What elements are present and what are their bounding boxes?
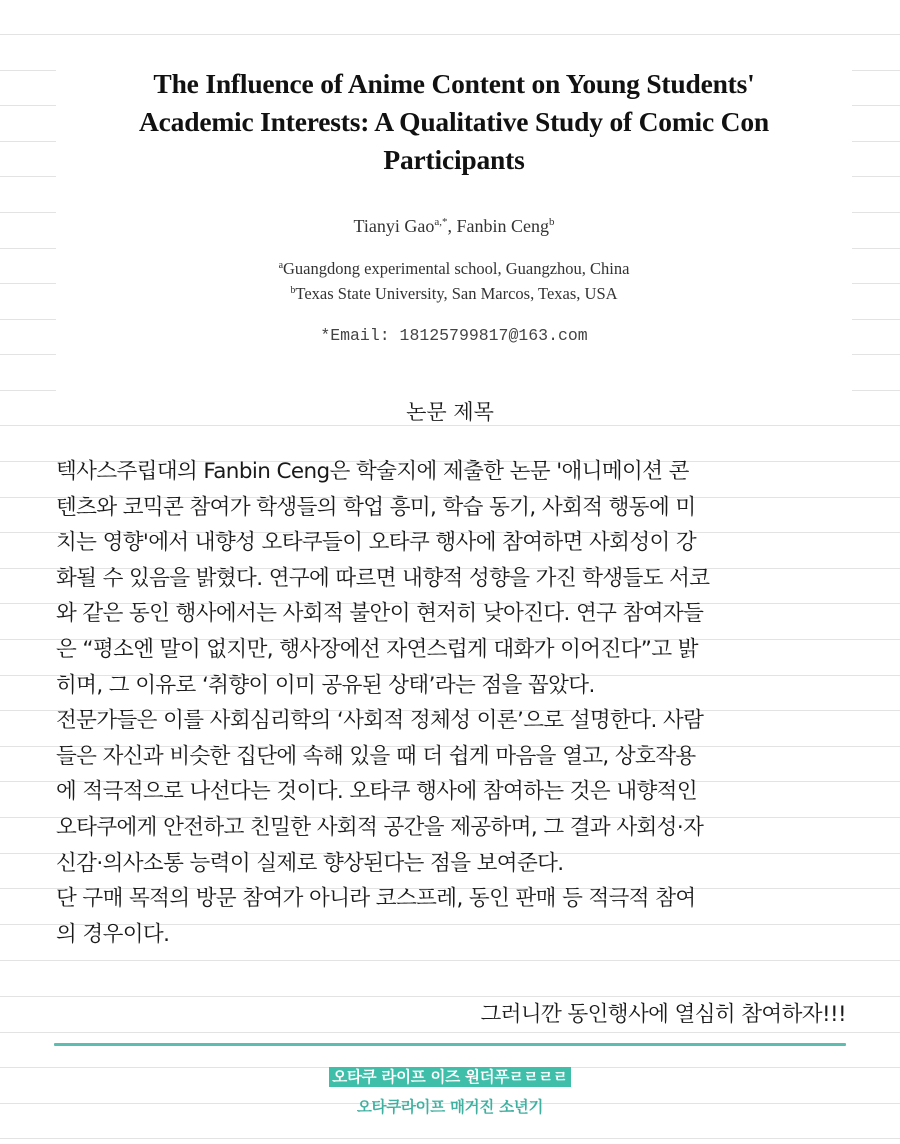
author-separator: , — [447, 216, 457, 236]
article-body — [56, 454, 856, 952]
body-line: 오타쿠에게 안전하고 친밀한 사회적 공간을 제공하며, 그 결과 사회성·자 — [56, 814, 704, 840]
body-line: 신감·의사소통 능력이 실제로 향상된다는 점을 보여준다. — [56, 850, 564, 876]
body-line: 단 구매 목적의 방문 참여가 아니라 코스프레, 동인 판매 등 적극적 참여 — [56, 886, 696, 912]
body-line: 전문가들은 이를 사회심리학의 ‘사회적 정체성 이론’으로 설명한다. 사람 — [56, 708, 704, 734]
affiliation — [56, 255, 852, 280]
body-line: 와 같은 동인 행사에서는 사회적 불안이 현저히 낮아진다. 연구 참여자들 — [56, 601, 704, 627]
paper-title-line: Participants — [383, 144, 525, 175]
paper-title-line: Academic Interests: A Qualitative Study of Comic Con — [139, 106, 769, 137]
paper-title-image — [56, 38, 852, 420]
body-line: 치는 영향'에서 내향성 오타쿠들이 오타쿠 행사에 참여하면 사회성이 강 — [56, 530, 697, 556]
tagline-highlight: 오타쿠 라이프 이즈 원더푸ㄹㄹㄹㄹ — [329, 1067, 570, 1087]
rule-line — [0, 1032, 900, 1033]
body-line: 의 경우이다. — [56, 921, 170, 947]
author-superscript: b — [548, 216, 555, 228]
body-line: 화될 수 있음을 밝혔다. 연구에 따르면 내향적 성향을 가진 학생들도 서코 — [56, 565, 710, 591]
paper-authors — [56, 216, 852, 237]
paper-email: *Email: 18125799817@163.com — [320, 326, 588, 345]
affiliation-text: Texas State University, San Marcos, Texas, USA — [295, 284, 618, 303]
author-name: Fanbin Ceng — [456, 216, 549, 236]
magazine-name: 오타쿠라이프 매거진 소년기 — [356, 1098, 544, 1116]
body-line: 은 “평소엔 말이 없지만, 행사장에선 자연스럽게 대화가 이어진다”고 밝 — [56, 636, 698, 662]
body-line: 들은 자신과 비슷한 집단에 속해 있을 때 더 쉽게 마음을 열고, 상호작용 — [56, 743, 696, 769]
affiliation — [56, 280, 852, 305]
paper-title — [56, 65, 852, 179]
image-caption: 논문 제목 — [406, 400, 494, 424]
closing-remark: 그러니깐 동인행사에 열심히 참여하자!!! — [480, 1002, 846, 1027]
body-line: 히며, 그 이유로 ‘취향이 이미 공유된 상태’라는 점을 꼽았다. — [56, 672, 595, 698]
rule-line — [0, 1138, 900, 1139]
author-superscript: a,* — [434, 216, 448, 228]
body-line: 에 적극적으로 나선다는 것이다. 오타쿠 행사에 참여하는 것은 내향적인 — [56, 779, 698, 805]
rule-line — [0, 960, 900, 961]
paper-affiliations — [56, 255, 852, 305]
body-line: 텍사스주립대의 Fanbin Ceng은 학술지에 제출한 논문 '애니메이션 콘 — [56, 459, 689, 484]
body-line: 텐츠와 코믹콘 참여가 학생들의 학업 흥미, 학습 동기, 사회적 행동에 미 — [56, 494, 696, 520]
footer-tagline — [0, 1065, 900, 1087]
affiliation-superscript: a — [278, 260, 284, 271]
rule-line — [0, 34, 900, 35]
author-name: Tianyi Gao — [353, 216, 435, 236]
section-divider — [54, 1043, 846, 1046]
paper-title-line: The Influence of Anime Content on Young Students' — [153, 68, 755, 99]
affiliation-superscript: b — [290, 285, 296, 296]
affiliation-text: Guangdong experimental school, Guangzhou, China — [283, 259, 630, 278]
